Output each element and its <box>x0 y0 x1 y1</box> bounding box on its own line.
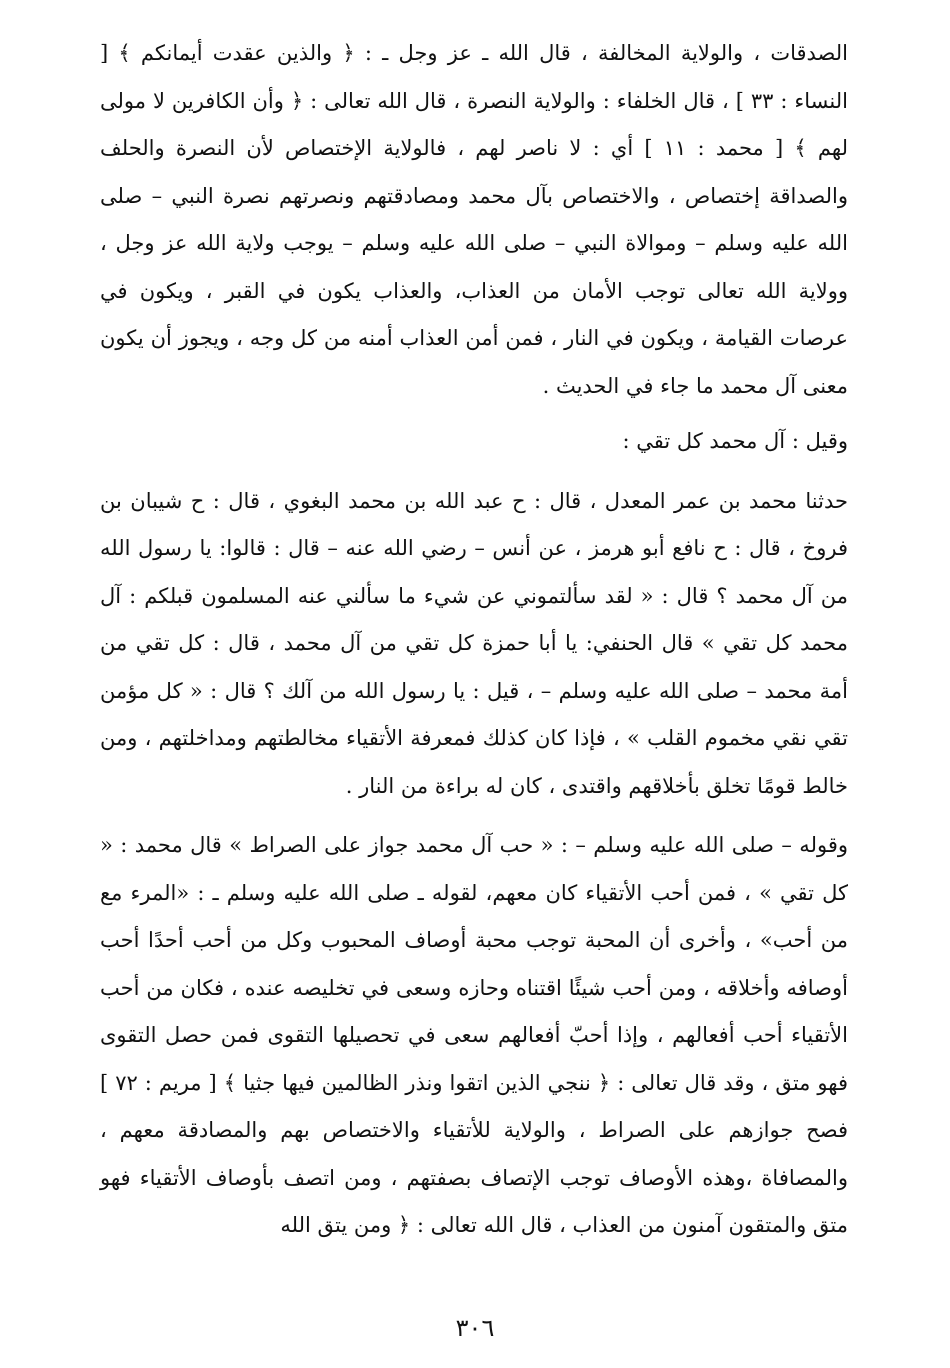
paragraph-gap <box>100 810 848 822</box>
paragraph-qila: وقيل : آل محمد كل تقي : <box>622 429 848 453</box>
paragraph-gap <box>100 410 848 418</box>
paragraph-sirat: وقوله – صلى الله عليه وسلم – : « حب آل محمد جواز على الصراط » قال محمد : « كل تقي » ، فمن أحب الأتقياء كان معهم، لقوله ـ صلى الله عليه وسلم ـ : «المرء مع من أحب» ، وأخرى أن المحبة توجب محبة أوصاف المحبوب وكل من أحب أحدًا أحب أوصافه وأخلاقه ، ومن أحب شيئًا اقتناه وحازه وسعى في تخليصه عنده ، فكان من أحب الأتقياء أحب أفعالهم ، وإذا أحبّ أفعالهم سعى في تحصيلها التقوى فمن حصل التقوى فهو متق ، وقد قال تعالى : ﴿ ننجي الذين اتقوا ونذر الظالمين فيها جثيا ﴾ [ مريم : ٧٢ ] فصح جوازهم على الصراط ، والولاية للأتقياء والاختصاص بهم والمصادقة معهم ، والمصافاة ،وهذه الأوصاف توجب الإتصاف بصفتهم ، ومن اتصف بأوصاف الأتقياء فهو متق والمتقون آمنون من العذاب ، قال الله تعالى : ﴿ ومن يتق الله <box>100 833 849 1237</box>
page-body <box>100 30 848 1250</box>
page-number: ٣٠٦ <box>455 1314 495 1342</box>
paragraph-walaya: الصدقات ، والولاية المخالفة ، قال الله ـ عز وجل ـ : ﴿ والذين عقدت أيمانكم ﴾ [ النساء : ٣٣ ] ، قال الخلفاء : والولاية النصرة ، قال الله تعالى : ﴿ وأن الكافرين لا مولى لهم ﴾ [ محمد : ١١ ] أي : لا ناصر لهم ، فالولاية الإختصاص لأن النصرة والحلف والصداقة إختصاص ، والاختصاص بآل محمد ومصادقتهم ونصرتهم نصرة النبي – صلى الله عليه وسلم – وموالاة النبي – صلى الله عليه وسلم – يوجب ولاية الله عز وجل ، وولاية الله تعالى توجب الأمان من العذاب، والعذاب يكون في القبر ، ويكون في عرصات القيامة ، ويكون في النار ، فمن أمن العذاب أمنه من كل وجه ، ويجوز أن يكون معنى آل محمد ما جاء في الحديث . <box>100 41 848 398</box>
paragraph-gap <box>100 466 848 478</box>
paragraph-hadith: حدثنا محمد بن عمر المعدل ، قال : ح عبد الله بن محمد البغوي ، قال : ح شيبان بن فروخ ، قال : ح نافع أبو هرمز ، عن أنس – رضي الله عنه – قال : قالوا: يا رسول الله من آل محمد ؟ قال : « لقد سألتموني عن شيء ما سألني عنه المسلمون قبلكم : آل محمد كل تقي » قال الحنفي: يا أبا حمزة كل تقي من آل محمد ، قال : كل تقي من أمة محمد – صلى الله عليه وسلم – ، قيل : يا رسول الله من آلك ؟ قال : « كل مؤمن تقي نقي مخموم القلب » ، فإذا كان كذلك فمعرفة الأتقياء مخالطتهم ومداخلتهم ، ومن خالط قومًا تخلق بأخلاقهم واقتدى ، كان له براءة من النار . <box>100 488 848 798</box>
